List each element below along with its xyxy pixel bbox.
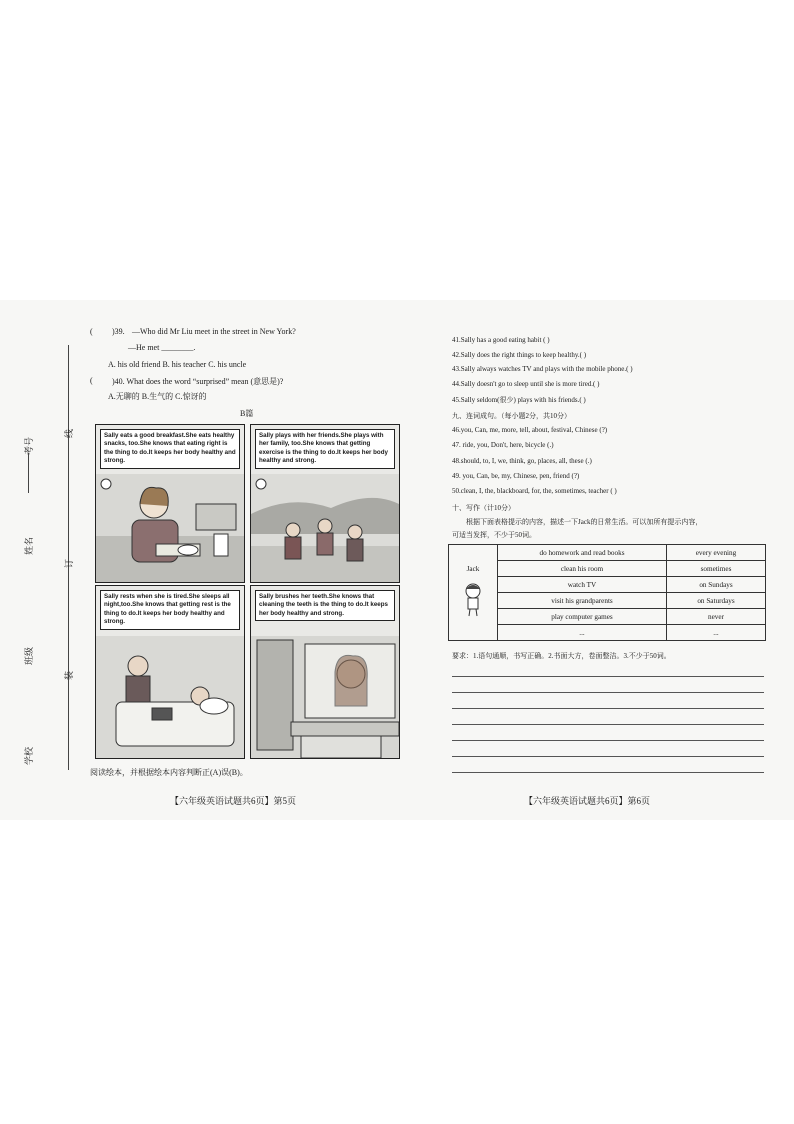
table-row	[449, 545, 766, 561]
activity-cell: play computer games	[498, 609, 667, 625]
tf-item-44: 44.Sally doesn't go to sleep until she is more tired.( )	[452, 380, 600, 388]
reorder-item-48: 48.should, to, I, we, think, go, places, all, these (.)	[452, 457, 592, 465]
writing-line[interactable]	[452, 676, 764, 677]
activity-cell: clean his room	[498, 561, 667, 577]
side-label-name: 姓名	[24, 536, 34, 555]
comic-panel-teeth	[250, 585, 400, 759]
panel-caption: Sally brushes her teeth.She knows that cleaning the teeth is the thing to do.It keeps her body healthy and strong.	[255, 590, 395, 621]
tf-item-42: 42.Sally does the right things to keep healthy.( )	[452, 351, 587, 359]
reading-instruction: 阅读绘本，并根据绘本内容判断正(A)误(B)。	[90, 768, 248, 777]
frequency-cell: sometimes	[667, 561, 766, 577]
reorder-item-46: 46.you, Can, me, more, tell, about, festival, Chinese (?)	[452, 426, 608, 434]
frequency-cell: ...	[667, 625, 766, 641]
writing-line[interactable]	[452, 772, 764, 773]
section-nine-title: 九、连词成句。（每小题2分，共10分）	[452, 412, 571, 420]
writing-line[interactable]	[452, 708, 764, 709]
frequency-cell: never	[667, 609, 766, 625]
jack-routine-table	[448, 544, 766, 641]
comic-panel-play	[250, 424, 400, 583]
tf-item-41: 41.Sally has a good eating habit ( )	[452, 336, 550, 344]
q39-number: )39.	[112, 327, 125, 336]
q40-options: A.无聊的 B.生气的 C.惊讶的	[108, 392, 207, 401]
binding-line	[68, 345, 69, 770]
section-ten-title: 十、写作（计10分）	[452, 504, 515, 512]
activity-cell: watch TV	[498, 577, 667, 593]
rest-illustration	[96, 636, 244, 758]
reorder-item-49: 49. you, Can, be, my, Chinese, pen, friend (?)	[452, 472, 580, 480]
tf-item-45: 45.Sally seldom(很少) plays with his friends.( )	[452, 396, 586, 404]
q39-paren: (	[90, 327, 93, 336]
reorder-item-50: 50.clean, I, the, blackboard, for, the, sometimes, teacher ( )	[452, 487, 617, 495]
play-illustration	[251, 474, 399, 582]
side-mark-line: 线	[64, 428, 74, 438]
comic-panel-rest	[95, 585, 245, 759]
activity-cell: ...	[498, 625, 667, 641]
side-label-exam-number: 考号	[24, 436, 34, 455]
panel-caption: Sally rests when she is tired.She sleeps all night,too.She knows that getting rest is the thing to do.It keeps her body healthy and strong.	[100, 590, 240, 630]
panel-caption: Sally plays with her friends.She plays with her family, too.She knows that getting exercise is the thing to do.It keeps her body healthy and strong.	[255, 429, 395, 469]
frequency-cell: on Sundays	[667, 577, 766, 593]
tf-item-43: 43.Sally always watches TV and plays with the mobile phone.( )	[452, 365, 633, 373]
q39-reply: —He met ________.	[128, 343, 196, 352]
breakfast-illustration	[96, 474, 244, 582]
side-label-school: 学校	[24, 746, 34, 765]
teeth-illustration	[251, 636, 399, 758]
activity-cell: do homework and read books	[498, 545, 667, 561]
footer-page-6: 【六年级英语试题共6页】第6页	[524, 796, 651, 806]
side-mark-bind: 订	[64, 558, 74, 568]
section-b-title: B篇	[240, 409, 254, 418]
q40-question: )40. What does the word “surprised” mean (意思是)?	[112, 377, 284, 386]
boy-icon	[459, 581, 487, 617]
side-label-class: 班级	[24, 646, 34, 665]
side-blank	[28, 453, 29, 493]
writing-line[interactable]	[452, 692, 764, 693]
writing-line[interactable]	[452, 724, 764, 725]
writing-prompt-line1: 根据下面表格提示的内容，描述一下Jack的日常生活。可以加所有提示内容，	[466, 518, 703, 526]
reorder-item-47: 47. ride, you, Don't, here, bicycle (.)	[452, 441, 554, 449]
frequency-cell: every evening	[667, 545, 766, 561]
footer-page-5: 【六年级英语试题共6页】第5页	[170, 796, 297, 806]
side-mark-staple: 装	[64, 670, 74, 680]
jack-name: Jack	[466, 565, 480, 573]
writing-line[interactable]	[452, 740, 764, 741]
frequency-cell: on Saturdays	[667, 593, 766, 609]
writing-line[interactable]	[452, 756, 764, 757]
q39-options: A. his old friend B. his teacher C. his uncle	[108, 360, 247, 369]
activity-cell: visit his grandparents	[498, 593, 667, 609]
q39-question: —Who did Mr Liu meet in the street in New York?	[132, 327, 296, 336]
writing-prompt-line2: 可适当发挥，不少于50词。	[452, 531, 536, 539]
jack-cell	[449, 545, 498, 641]
comic-panel-breakfast	[95, 424, 245, 583]
panel-caption: Sally eats a good breakfast.She eats healthy snacks, too.She knows that eating right is the thing to do.It keeps her body healthy and strong.	[100, 429, 240, 469]
q40-paren: (	[90, 376, 93, 385]
writing-requirements: 要求：1.语句通顺，书写正确。2.书面大方，卷面整洁。3.不少于50词。	[452, 652, 671, 660]
